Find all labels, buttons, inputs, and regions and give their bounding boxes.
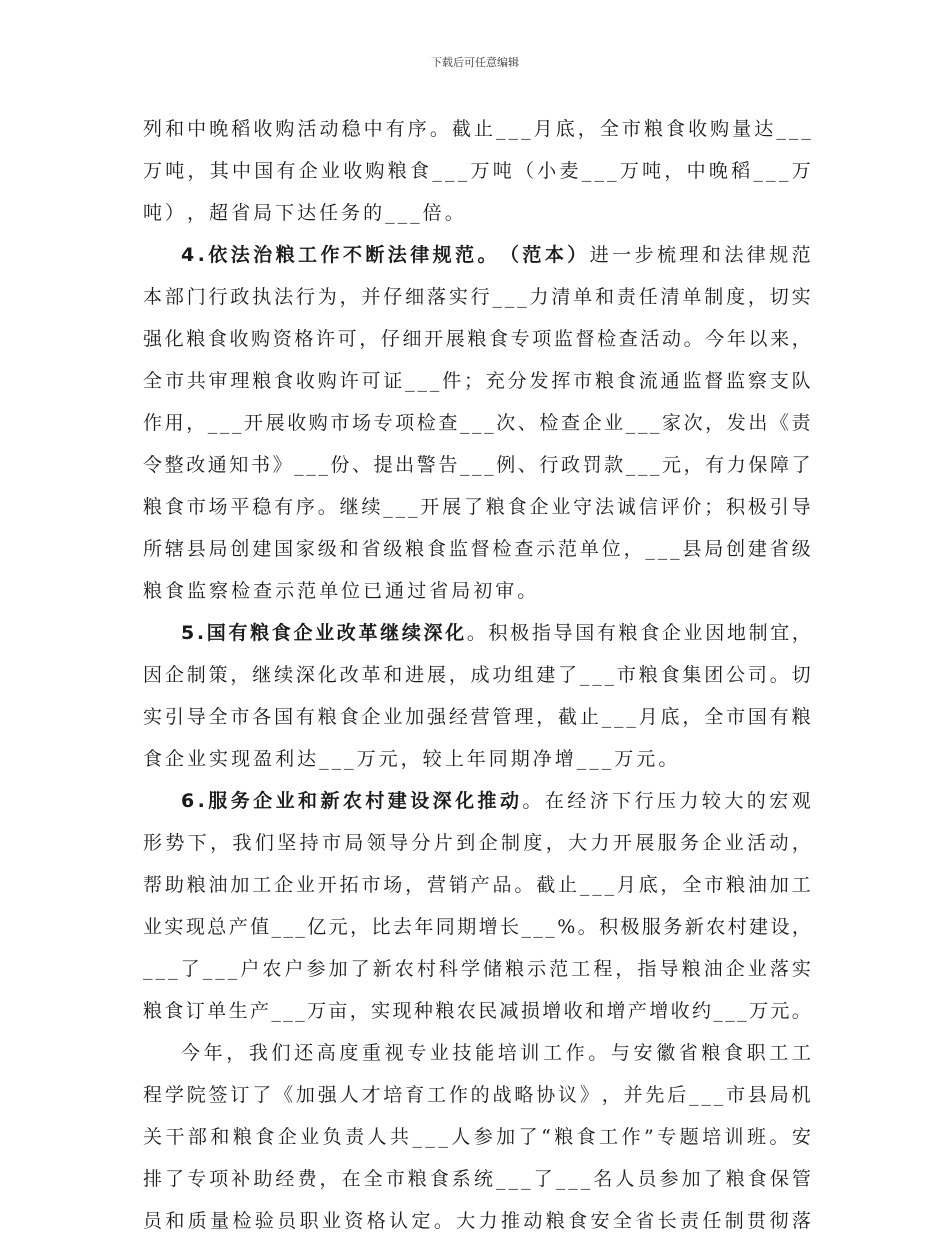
- text-line: 作 用 ， _ _ _ 开 展 收 购 市 场 专 项 检 查 _ _ _ 次 、 检 查 企 业 _ _ _ 家 次 ， 发 出 《 责: [143, 412, 811, 434]
- text-line: 形 势 下 ， 我 们 坚 持 市 局 领 导 分 片 到 企 制 度 ， 大 力 开 展 服 务 企 业 活 动 ，: [143, 832, 811, 854]
- text-line: 万 吨 ， 其 中 国 有 企 业 收 购 粮 食 _ _ _ 万 吨 （ 小 麦 _ _ _ 万 吨 ， 中 晚 稻 _ _ _ 万: [143, 160, 811, 182]
- text-line: _ _ _ 了 _ _ _ 户 农 户 参 加 了 新 农 村 科 学 储 粮 示 范 工 程 ， 指 导 粮 油 企 业 落 实: [143, 958, 811, 980]
- text-line: 今 年 ， 我 们 还 高 度 重 视 专 业 技 能 培 训 工 作 。 与 安 徽 省 粮 食 职 工 工: [181, 1042, 811, 1064]
- text-line: 本 部 门 行 政 执 法 行 为 ， 并 仔 细 落 实 行 _ _ _ 力 清 单 和 责 任 清 单 制 度 ， 切 实: [143, 286, 811, 308]
- text-line: 食 企 业 实 现 盈 利 达 _ _ _ 万 元 ， 较 上 年 同 期 净 增 _ _ _ 万 元 。: [143, 748, 681, 770]
- text-line: 列 和 中 晚 稻 收 购 活 动 稳 中 有 序 。 截 止 _ _ _ 月 底 ， 全 市 粮 食 收 购 量 达 _ _ _: [143, 118, 811, 140]
- paragraph: [143, 1032, 811, 1242]
- text-line: 粮 食 市 场 平 稳 有 序 。 继 续 _ _ _ 开 展 了 粮 食 企 业 守 法 诚 信 评 价 ； 积 极 引 导: [143, 496, 811, 518]
- text-line: 业 实 现 总 产 值 _ _ _ 亿 元 ， 比 去 年 同 期 增 长 _ _ _ % 。 积 极 服 务 新 农 村 建 设 ，: [143, 916, 811, 938]
- text-line: 所 辖 县 局 创 建 国 家 级 和 省 级 粮 食 监 督 检 查 示 范 单 位 ， _ _ _ 县 局 创 建 省 级: [143, 538, 811, 560]
- paragraph: [143, 612, 811, 780]
- document-body: [143, 108, 811, 1242]
- text-line: 排 了 专 项 补 助 经 费 ， 在 全 市 粮 食 系 统 _ _ _ 了 _ _ _ 名 人 员 参 加 了 粮 食 保 管: [143, 1168, 811, 1190]
- paragraph: [143, 234, 811, 612]
- text-line: 6 . 服 务 企 业 和 新 农 村 建 设 深 化 推 动 。 在 经 济 下 行 压 力 较 大 的 宏 观: [181, 790, 811, 812]
- text-line: 4 . 依 法 治 粮 工 作 不 断 法 律 规 范 。 （ 范 本 ） 进 一 步 梳 理 和 法 律 规 范: [181, 244, 811, 266]
- text-line: 粮 食 监 察 检 查 示 范 单 位 已 通 过 省 局 初 审 。: [143, 580, 540, 602]
- text-line: 关 干 部 和 粮 食 企 业 负 责 人 共 _ _ _ 人 参 加 了 “ 粮 食 工 作 ” 专 题 培 训 班 。 安: [143, 1126, 811, 1148]
- paragraph: [143, 108, 811, 234]
- text-line: 实 引 导 全 市 各 国 有 粮 食 企 业 加 强 经 营 管 理 ， 截 止 _ _ _ 月 底 ， 全 市 国 有 粮: [143, 706, 811, 728]
- text-line: 5 . 国 有 粮 食 企 业 改 革 继 续 深 化 。 积 极 指 导 国 有 粮 食 企 业 因 地 制 宜 ，: [181, 622, 811, 644]
- text-line: 粮 食 订 单 生 产 _ _ _ 万 亩 ， 实 现 种 粮 农 民 减 损 增 收 和 增 产 增 收 约 _ _ _ 万 元 。: [143, 1000, 811, 1022]
- text-line: 帮 助 粮 油 加 工 企 业 开 拓 市 场 ， 营 销 产 品 。 截 止 _ _ _ 月 底 ， 全 市 粮 油 加 工: [143, 874, 811, 896]
- paragraph: [143, 780, 811, 1032]
- text-line: 强 化 粮 食 收 购 资 格 许 可 ， 仔 细 开 展 粮 食 专 项 监 督 检 查 活 动 。 今 年 以 来 ，: [143, 328, 811, 350]
- text-line: 因 企 制 策 ， 继 续 深 化 改 革 和 进 展 ， 成 功 组 建 了 _ _ _ 市 粮 食 集 团 公 司 。 切: [143, 664, 811, 686]
- text-line: 员 和 质 量 检 验 员 职 业 资 格 认 定 。 大 力 推 动 粮 食 安 全 省 长 责 任 制 贯 彻 落: [143, 1210, 811, 1232]
- text-line: 程 学 院 签 订 了 《 加 强 人 才 培 育 工 作 的 战 略 协 议 》 ， 并 先 后 _ _ _ 市 县 局 机: [143, 1084, 811, 1106]
- page-header: 下载后可任意编辑: [431, 56, 519, 69]
- text-line: 全 市 共 审 理 粮 食 收 购 许 可 证 _ _ _ 件 ； 充 分 发 挥 市 粮 食 流 通 监 督 监 察 支 队: [143, 370, 811, 392]
- text-line: 令 整 改 通 知 书 》 _ _ _ 份 、 提 出 警 告 _ _ _ 例 、 行 政 罚 款 _ _ _ 元 ， 有 力 保 障 了: [143, 454, 811, 476]
- text-line: 吨 ） ， 超 省 局 下 达 任 务 的 _ _ _ 倍 。: [143, 202, 467, 224]
